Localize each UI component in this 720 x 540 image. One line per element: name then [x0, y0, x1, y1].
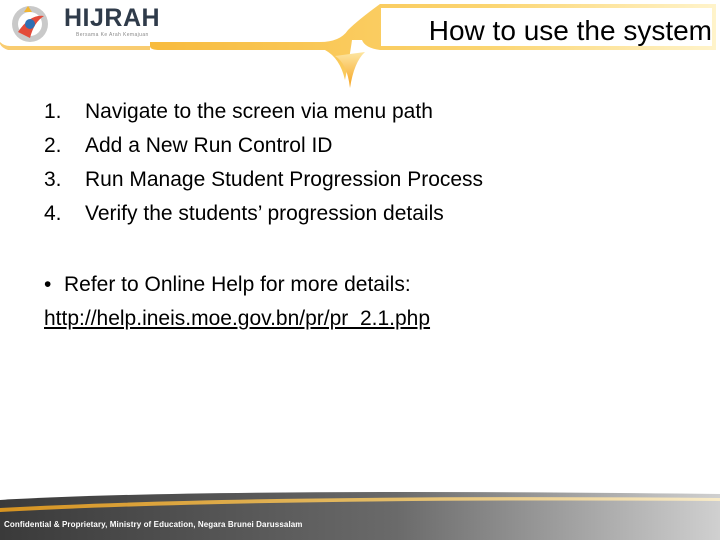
- step-number: 2.: [44, 134, 62, 157]
- bullet-icon: •: [44, 273, 52, 296]
- online-help-note: [44, 268, 430, 336]
- step-text: Run Manage Student Progression Process: [85, 168, 484, 191]
- logo-emblem-icon: [4, 2, 60, 46]
- online-help-link[interactable]: http://help.ineis.moe.gov.bn/pr/pr_2.1.php: [44, 307, 431, 330]
- footer-swoosh: [0, 490, 720, 540]
- step-item: [44, 129, 483, 163]
- step-item: [44, 197, 483, 231]
- footer-confidential-text: Confidential & Proprietary, Ministry of Education, Negara Brunei Darussalam: [4, 520, 303, 529]
- step-number: 3.: [44, 168, 62, 191]
- hijrah-logo: [4, 2, 161, 46]
- slide-footer: [0, 490, 720, 540]
- note-text: Refer to Online Help for more details:: [64, 273, 411, 296]
- step-number: 1.: [44, 100, 62, 123]
- step-item: [44, 95, 483, 129]
- slide-header: [0, 0, 720, 100]
- slide-title: How to use the system: [428, 15, 712, 46]
- step-number: 4.: [44, 202, 62, 225]
- step-text: Verify the students’ progression details: [85, 202, 444, 225]
- step-item: [44, 163, 483, 197]
- steps-list: [44, 95, 483, 231]
- step-text: Add a New Run Control ID: [85, 134, 333, 157]
- step-text: Navigate to the screen via menu path: [85, 100, 433, 123]
- logo-tagline: Bersama Ke Arah Kemajuan: [76, 32, 149, 38]
- logo-text: HIJRAH: [64, 4, 161, 32]
- note-link-line: [44, 302, 430, 336]
- note-line: [44, 268, 430, 302]
